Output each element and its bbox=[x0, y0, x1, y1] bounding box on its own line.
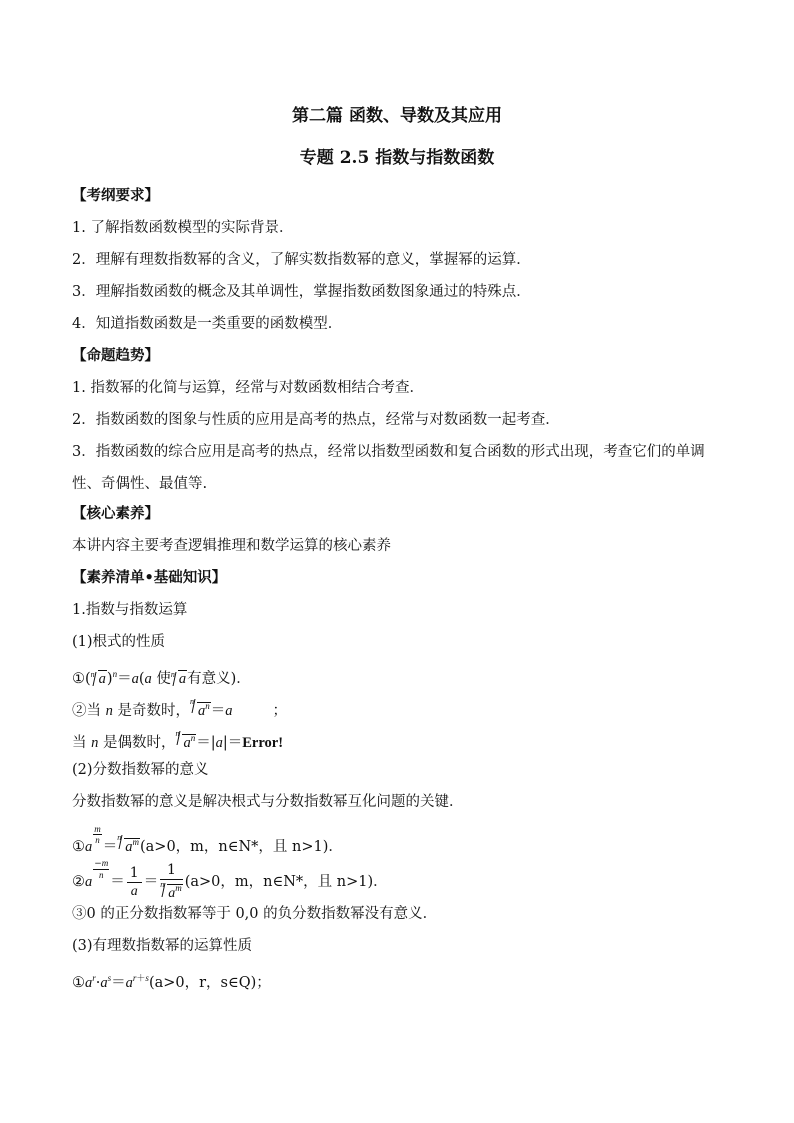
radical-symbol: n $a^n$ bbox=[189, 697, 210, 719]
radical-symbol: n $a^n$ bbox=[175, 729, 196, 751]
radical-symbol: n a bbox=[90, 670, 106, 687]
r3-prefix: 当 bbox=[72, 735, 87, 751]
hexin-text: 本讲内容主要考查逻辑推理和数学运算的核心素养 bbox=[72, 538, 391, 554]
fractional-exponent-2: ②a $\frac{-m}{n}$ ＝ $\frac{1}{a}$ ＝ 1 n $a^m$ (a>0，m，n∈N*，且 n>1)． bbox=[72, 858, 388, 901]
fractional-exponent-1: ①a $\frac{m}{n}$ ＝ n $a^m(a>0$，m，n∈N*，且 n>1)． bbox=[72, 824, 343, 855]
radical-symbol: n $a^m$ bbox=[160, 880, 182, 901]
r2-eq: ＝ bbox=[210, 703, 226, 719]
radical-property-2: ②当 n 是奇数时， n $a^n=a$ ； bbox=[72, 697, 287, 719]
subsection-1: 1.指数与指数运算 bbox=[72, 602, 188, 618]
section-heading-mingti: 【命题趋势】 bbox=[72, 347, 159, 364]
kaogang-item-4: 4．知道指数函数是一类重要的函数模型． bbox=[72, 316, 343, 332]
r1-eq: ＝ bbox=[117, 671, 132, 687]
f1-eq: ＝ bbox=[102, 839, 118, 855]
subsection-1-1: (1)根式的性质 bbox=[72, 634, 166, 650]
r1-tail: 有意义)． bbox=[187, 671, 251, 687]
subsection-1-3: (3)有理数指数幂的运算性质 bbox=[72, 938, 253, 954]
r3-text: 是偶数时， bbox=[102, 735, 176, 751]
error-text: Error! bbox=[242, 735, 284, 751]
f2-cond: (a>0，m，n∈N*，且 n>1)． bbox=[184, 874, 388, 890]
r1-after: ) bbox=[106, 671, 113, 687]
mingti-item-2: 2．指数函数的图象与性质的应用是高考的热点，经常与对数函数一起考查． bbox=[72, 412, 560, 428]
radical-symbol: n $a^m$ bbox=[117, 833, 139, 855]
f2-eq2: ＝ bbox=[143, 874, 159, 890]
kaogang-item-3: 3．理解指数函数的概念及其单调性，掌握指数函数图象通过的特殊点． bbox=[72, 284, 531, 300]
section-heading-hexin: 【核心素养】 bbox=[72, 505, 159, 522]
mingti-item-3: 3．指数函数的综合应用是高考的热点，经常以指数型函数和复合函数的形式出现，考查它们的单调性、奇偶性、最值等. bbox=[72, 444, 705, 492]
r1-prefix: ①( bbox=[72, 671, 91, 687]
radical-property-1: ①( n a)$^n$＝a(a 使 n a有意义)． bbox=[72, 669, 251, 687]
kaogang-item-1: 1. 了解指数函数模型的实际背景． bbox=[72, 220, 294, 236]
f2-eq1: ＝ bbox=[110, 874, 125, 890]
radical-property-3: 当 n 是偶数时， n $a^n=|a|=Error$! bbox=[72, 729, 284, 751]
kaogang-item-2: 2．理解有理数指数幂的含义，了解实数指数幂的意义，掌握幂的运算． bbox=[72, 252, 531, 268]
topic-title: 专题 2.5 指数与指数函数 bbox=[299, 148, 495, 168]
part-title: 第二篇 函数、导数及其应用 bbox=[292, 106, 502, 126]
r1-text: 使 bbox=[156, 671, 171, 687]
f2-prefix: ② bbox=[72, 874, 85, 890]
r2-prefix: ②当 bbox=[72, 703, 101, 719]
section-heading-kaogang: 【考纲要求】 bbox=[72, 187, 159, 204]
fractional-exponent-3: ③0 的正分数指数幂等于 0,0 的负分数指数幂没有意义． bbox=[72, 906, 438, 922]
p1-prefix: ① bbox=[72, 975, 85, 991]
f1-cond: (a>0，m，n∈N*，且 n>1)． bbox=[140, 839, 343, 855]
p1-cond: (a>0，r，s∈Q)； bbox=[148, 975, 271, 991]
r2-tail: ； bbox=[272, 703, 287, 719]
r2-text: 是奇数时， bbox=[117, 703, 190, 719]
p1-eq: ＝ bbox=[111, 975, 126, 991]
f1-prefix: ① bbox=[72, 839, 85, 855]
mingti-item-1: 1. 指数幂的化简与运算，经常与对数函数相结合考查． bbox=[72, 380, 424, 396]
exponent-rule-1: $①a^r\cdot a^s=a^{r+s}(a>0$，r，s∈Q)； bbox=[72, 973, 271, 991]
section-heading-qingdan: 【素养清单•基础知识】 bbox=[72, 569, 227, 586]
r3-eq: ＝| bbox=[196, 735, 216, 751]
radical-symbol: n a bbox=[170, 670, 187, 687]
meaning-text: 分数指数幂的意义是解决根式与分数指数幂互化问题的关键． bbox=[72, 794, 464, 810]
r3-abs: |＝ bbox=[222, 735, 243, 751]
subsection-1-2: (2)分数指数幂的意义 bbox=[72, 762, 209, 778]
